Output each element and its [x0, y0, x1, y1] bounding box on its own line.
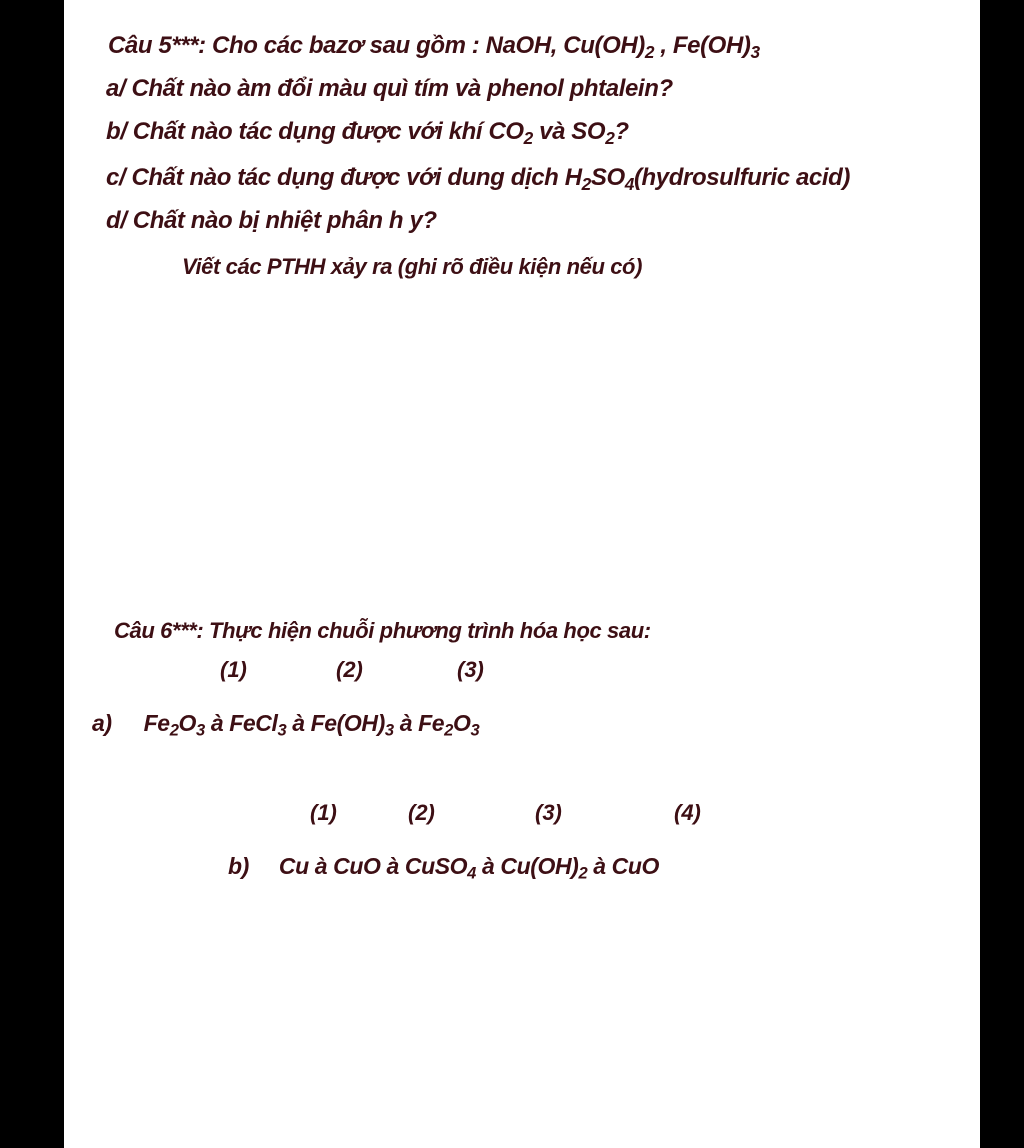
q5-part-b: b/ Chất nào tác dụng được với khí $CO_2$ và $SO_2$?: [106, 118, 629, 148]
q5-title: Câu 5***: Cho các bazơ sau gồm : NaOH, $Cu(OH)_2$ , $Fe(OH)_3$: [108, 32, 760, 62]
document-page: [64, 0, 980, 1148]
chain-a-step-1: (1): [220, 657, 247, 682]
q5-part-c: c/ Chất nào tác dụng được với dung dịch $H_2SO_4(hydrosulfuric$ acid): [106, 164, 850, 194]
q6-title: Câu 6***: Thực hiện chuỗi phương trình hóa học sau:: [114, 618, 651, 643]
chain-b-step-1: (1): [310, 800, 337, 825]
chain-a-formula: $Fe_2O_3$ à FeCl$_3$ à $Fe(OH)_3$ à $Fe_2O_3$: [143, 710, 480, 740]
chain-b: [228, 853, 659, 884]
chain-a-label: a): [92, 710, 112, 736]
chain-a-step-2: (2): [336, 657, 363, 682]
q5-part-d: d/ Chất nào bị nhiệt phân h y?: [106, 207, 437, 234]
q5-instruction: Viết các PTHH xảy ra (ghi rõ điều kiện nếu có): [182, 254, 643, 279]
q5-part-a: a/ Chất nào àm đổi màu quì tím và phenol phtalein?: [106, 75, 673, 102]
chain-b-step-4: (4): [674, 800, 701, 825]
chain-b-label: b): [228, 853, 249, 879]
chain-a: [92, 710, 479, 741]
chain-b-step-2: (2): [408, 800, 435, 825]
chain-a-step-3: (3): [457, 657, 484, 682]
chain-b-step-3: (3): [535, 800, 562, 825]
chain-b-formula: Cu à CuO à CuSO$_4$ à $Cu(OH)_2$ à CuO: [278, 853, 659, 883]
